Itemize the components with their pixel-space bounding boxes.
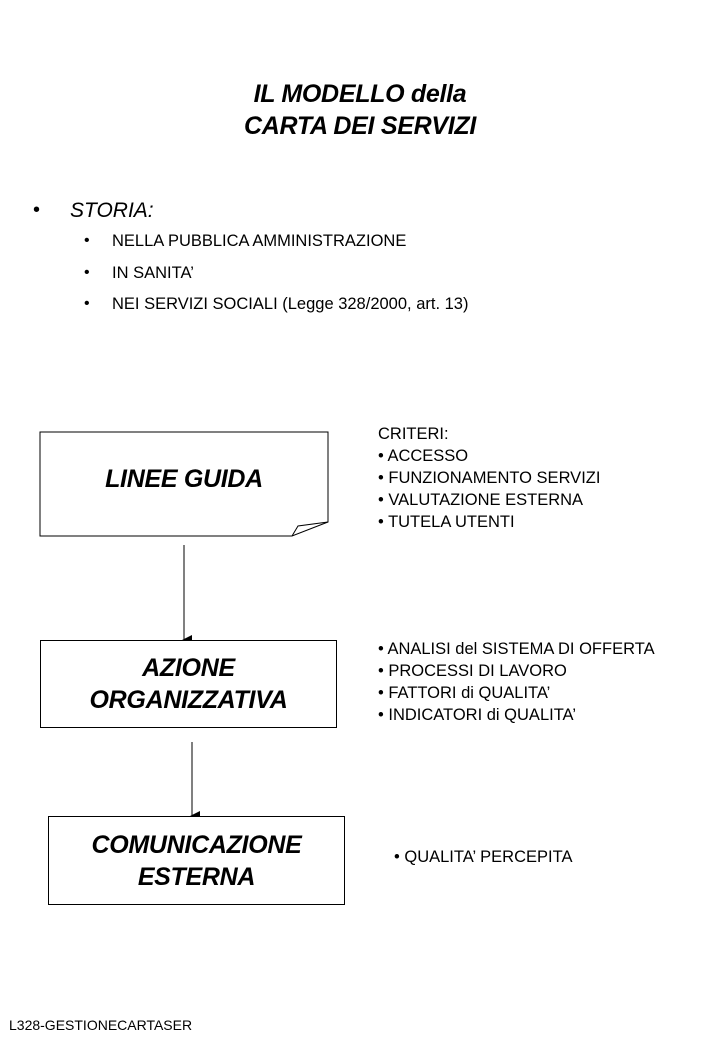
criteri-item: • FUNZIONAMENTO SERVIZI xyxy=(378,469,601,487)
comunicazione-item: • QUALITA’ PERCEPITA xyxy=(394,848,573,866)
comunicazione-label-line1: COMUNICAZIONE xyxy=(91,830,302,859)
storia-sub-bullet: • xyxy=(84,295,90,312)
azione-item: • INDICATORI di QUALITA’ xyxy=(378,706,576,724)
criteri-item: • VALUTAZIONE ESTERNA xyxy=(378,491,584,509)
azione-label-line1: AZIONE xyxy=(142,654,235,682)
linee-guida-box xyxy=(40,432,328,526)
azione-item: • PROCESSI DI LAVORO xyxy=(378,662,567,680)
storia-item-servizi-sociali: NEI SERVIZI SOCIALI (Legge 328/2000, art. 13) xyxy=(112,295,469,313)
title-line-1: IL MODELLO della xyxy=(253,80,467,108)
azione-item: • FATTORI di QUALITA’ xyxy=(378,684,551,702)
storia-heading: STORIA: xyxy=(70,199,154,222)
comunicazione-esterna-box xyxy=(48,816,345,905)
criteri-heading: CRITERI: xyxy=(378,425,449,443)
criteri-item: • ACCESSO xyxy=(378,447,469,465)
criteri-item: • TUTELA UTENTI xyxy=(378,513,515,531)
azione-item: • ANALISI del SISTEMA DI OFFERTA xyxy=(378,640,655,658)
azione-list xyxy=(378,638,655,726)
azione-label-line2: ORGANIZZATIVA xyxy=(89,686,288,714)
comunicazione-list xyxy=(394,846,572,868)
storia-item-pa: NELLA PUBBLICA AMMINISTRAZIONE xyxy=(112,232,407,250)
footer-code: L328-GESTIONECARTASER xyxy=(9,1017,193,1033)
azione-organizzativa-box xyxy=(40,640,337,728)
title-line-2: CARTA DEI SERVIZI xyxy=(244,112,476,140)
criteri-list xyxy=(378,423,600,533)
linee-guida-label: LINEE GUIDA xyxy=(105,465,263,493)
storia-sub-bullet: • xyxy=(84,232,90,249)
storia-sub-bullet: • xyxy=(84,264,90,281)
comunicazione-label-line2: ESTERNA xyxy=(137,862,256,891)
storia-bullet: • xyxy=(33,199,41,221)
storia-item-sanita: IN SANITA’ xyxy=(112,264,194,282)
